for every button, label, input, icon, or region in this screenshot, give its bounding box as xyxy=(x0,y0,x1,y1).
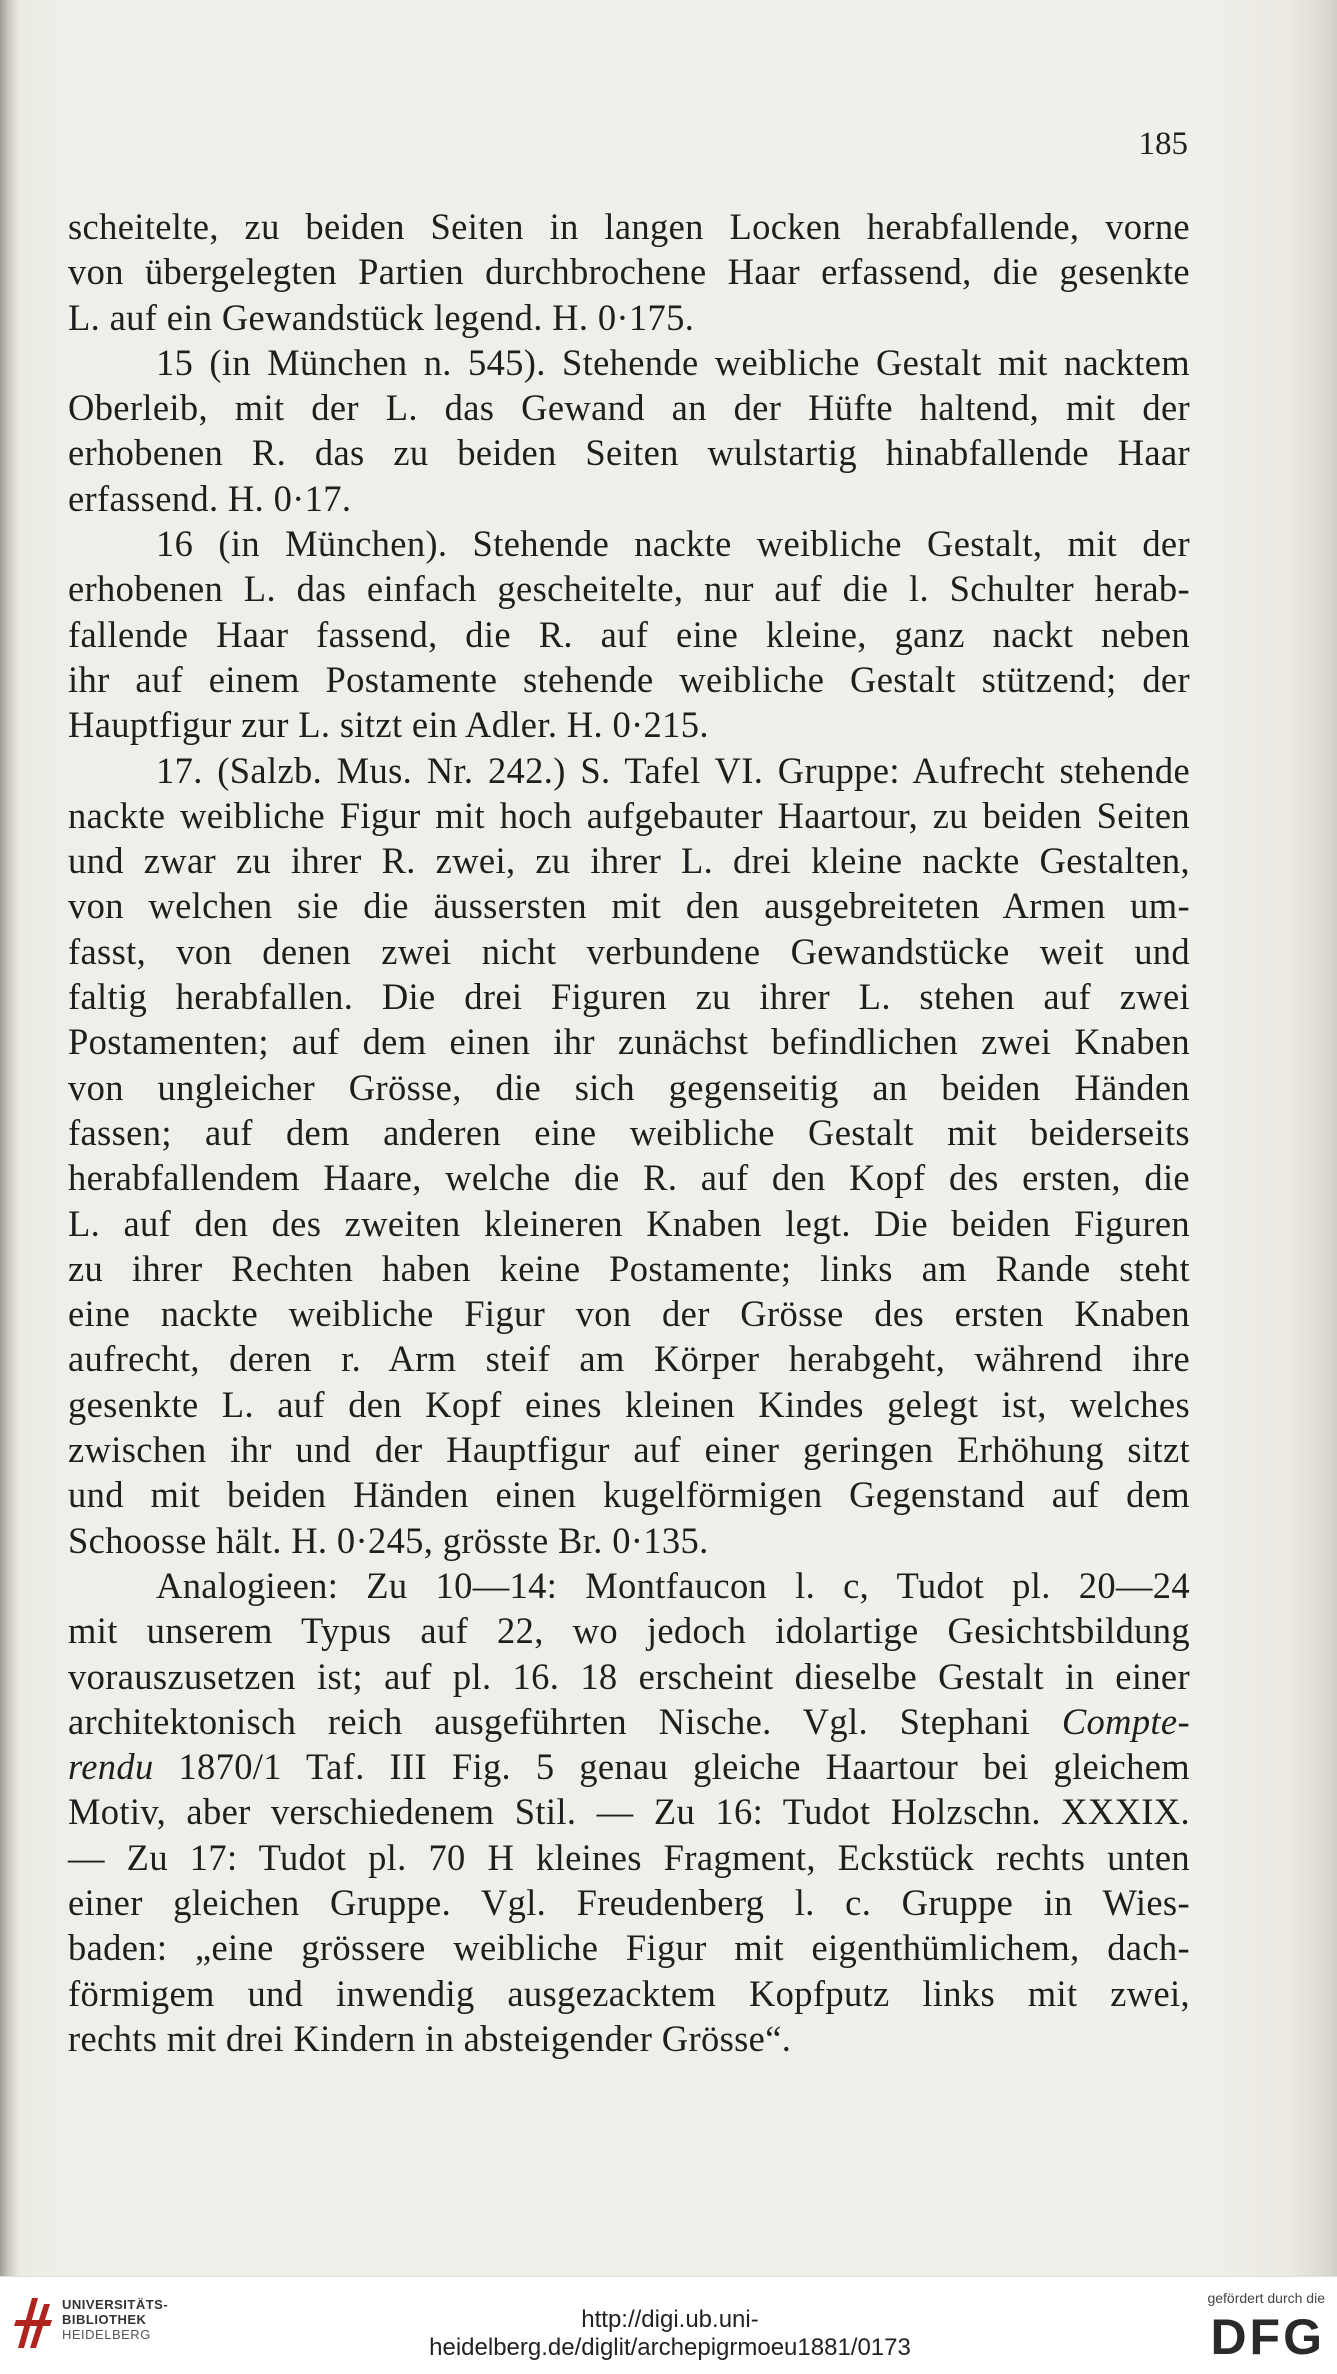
text-line: Motiv, aber verschiedenem Stil. — Zu 16: Tudot Holzschn. XXXIX. xyxy=(68,1791,1190,1833)
text-line: — Zu 17: Tudot pl. 70 H kleines Fragment, Eckstück rechts unten xyxy=(68,1836,1190,1878)
text-line: Oberleib, mit der L. das Gewand an der Hüfte haltend, mit der xyxy=(68,387,1190,429)
library-logo-icon xyxy=(14,2290,54,2352)
text-line: fasst, von denen zwei nicht verbundene Gewandstücke weit und xyxy=(68,930,1190,972)
page-binding-edge xyxy=(0,0,18,2276)
text-line: baden: „eine grössere weibliche Figur mit eigenthümlichem, dach- xyxy=(68,1927,1190,1969)
text-line: 17. (Salzb. Mus. Nr. 242.) S. Tafel VI. Gruppe: Aufrecht stehende xyxy=(156,749,1190,791)
text-line: aufrecht, deren r. Arm steif am Körper herabgeht, während ihre xyxy=(68,1338,1190,1380)
text-line: ihr auf einem Postamente stehende weibliche Gestalt stützend; der xyxy=(68,658,1190,700)
text-line: zu ihrer Rechten haben keine Postamente; links am Rande steht xyxy=(68,1247,1190,1289)
library-logo-text xyxy=(62,2297,212,2342)
text-line: gesenkte L. auf den Kopf eines kleinen Kindes gelegt ist, welches xyxy=(68,1383,1190,1425)
text-line: vorauszusetzen ist; auf pl. 16. 18 erscheint dieselbe Gestalt in einer xyxy=(68,1655,1190,1697)
logo-line: BIBLIOTHEK xyxy=(62,2312,147,2327)
italic-title: rendu xyxy=(68,1746,154,1788)
text-line: 15 (in München n. 545). Stehende weibliche Gestalt mit nacktem xyxy=(156,341,1190,383)
text-line: Schoosse hält. H. 0·245, grösste Br. 0·135. xyxy=(68,1519,709,1561)
text-line: mit unserem Typus auf 22, wo jedoch idolartige Gesichtsbildung xyxy=(68,1610,1190,1652)
dfg-logo: DFG xyxy=(1210,2309,1325,2365)
text-line: 16 (in München). Stehende nackte weibliche Gestalt, mit der xyxy=(156,523,1190,565)
text-line: Postamenten; auf dem einen ihr zunächst befindlichen zwei Knaben xyxy=(68,1021,1190,1063)
text-segment: architektonisch reich ausgeführten Nische. Vgl. Stephani xyxy=(68,1700,1031,1742)
text-segment: 1870/1 Taf. III Fig. 5 genau gleiche Haartour bei gleichem xyxy=(178,1746,1190,1788)
text-line: erhobenen L. das einfach gescheitelte, nur auf die l. Schulter herab- xyxy=(68,568,1190,610)
text-line: L. auf ein Gewandstück legend. H. 0·175. xyxy=(68,296,695,338)
text-line: L. auf den des zweiten kleineren Knaben legt. Die beiden Figuren xyxy=(68,1202,1190,1244)
text-line: erhobenen R. das zu beiden Seiten wulstartig hinabfallende Haar xyxy=(68,432,1190,474)
text-line: fassen; auf dem anderen eine weibliche Gestalt mit beiderseits xyxy=(68,1111,1190,1153)
text-line: fallende Haar fassend, die R. auf eine kleine, ganz nackt neben xyxy=(68,613,1190,655)
text-line: einer gleichen Gruppe. Vgl. Freudenberg l. c. Gruppe in Wies- xyxy=(68,1881,1190,1923)
text-line: von übergelegten Partien durchbrochene Haar erfassend, die gesenkte xyxy=(68,251,1190,293)
text-line: von ungleicher Grösse, die sich gegenseitig an beiden Händen xyxy=(68,1066,1190,1108)
text-line: und zwar zu ihrer R. zwei, zu ihrer L. drei kleine nackte Gestalten, xyxy=(68,840,1190,882)
text-line: rechts mit drei Kindern in absteigender Grösse“. xyxy=(68,2017,792,2059)
text-line: scheitelte, zu beiden Seiten in langen Locken herabfallende, vorne xyxy=(68,206,1190,247)
text-line xyxy=(68,1699,1190,1744)
text-line: zwischen ihr und der Hauptfigur auf einer geringen Erhöhung sitzt xyxy=(68,1429,1190,1471)
permalink-url[interactable]: http://digi.ub.uni-heidelberg.de/diglit/archepigrmoeu1881/0173 xyxy=(429,2306,911,2361)
text-line: von welchen sie die äussersten mit den ausgebreiteten Armen um- xyxy=(68,885,1190,927)
body-text xyxy=(68,204,1190,2061)
text-line: nackte weibliche Figur mit hoch aufgebauter Haartour, zu beiden Seiten xyxy=(68,794,1190,836)
text-line: herabfallendem Haare, welche die R. auf den Kopf des ersten, die xyxy=(68,1157,1190,1199)
page-number: 185 xyxy=(1138,126,1188,162)
text-line: erfassend. H. 0·17. xyxy=(68,477,352,519)
text-line: Analogieen: Zu 10—14: Montfaucon l. c, Tudot pl. 20—24 xyxy=(156,1564,1190,1606)
logo-line: HEIDELBERG xyxy=(62,2327,151,2342)
text-line: und mit beiden Händen einen kugelförmigen Gegenstand auf dem xyxy=(68,1474,1190,1516)
text-line xyxy=(68,1744,1190,1789)
funded-by-text: gefördert durch die xyxy=(1207,2290,1325,2306)
logo-line: UNIVERSITÄTS- xyxy=(62,2297,169,2312)
text-line: eine nackte weibliche Figur von der Grösse des ersten Knaben xyxy=(68,1293,1190,1335)
italic-title: Compte- xyxy=(1061,1700,1190,1742)
text-line: Hauptfigur zur L. sitzt ein Adler. H. 0·215. xyxy=(68,704,709,746)
text-line: förmigem und inwendig ausgezacktem Kopfputz links mit zwei, xyxy=(68,1972,1190,2014)
text-line: faltig herabfallen. Die drei Figuren zu ihrer L. stehen auf zwei xyxy=(68,976,1190,1018)
